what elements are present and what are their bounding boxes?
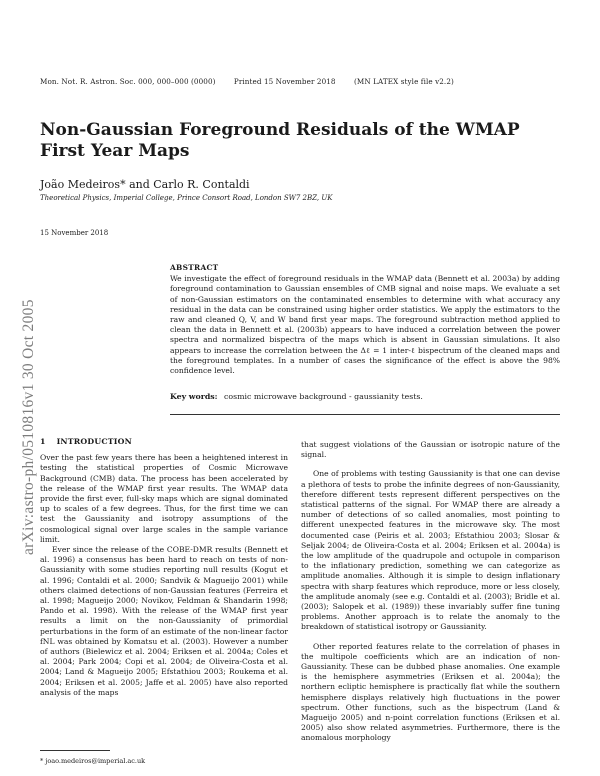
printed-date: Printed 15 November 2018 — [233, 77, 336, 86]
footnote-divider — [40, 750, 110, 751]
abstract-text: We investigate the effect of foreground residuals in the WMAP data (Bennett et al. 2003a) by adding foreground contamination to Gaussian ensembles of CMB signal and noise maps. We evaluate a set of non-Gaussian estimators on the contaminated ensembles to determine with what accuracy any residual in the data can be constrained using higher order statistics. We apply the estimators to the raw and cleaned Q, V, and W band first year maps. The foreground subtraction method applied to clean the data in Bennett et al. (2003b) appears to have induced a correlation between the power spectra and normalized bispectra of the maps which is absent in Gaussian simulations. It also appears to increase the correlation between the Δℓ = 1 inter-ℓ bispectrum of the cleaned maps and the foreground templates. In a number of cases the significance of the effect is above the 98% confidence level. — [170, 274, 560, 376]
keywords-text: cosmic microwave background - gaussianity tests. — [224, 392, 423, 401]
paper-authors: João Medeiros* and Carlo R. Contaldi — [40, 178, 250, 191]
section-number: 1 — [40, 437, 46, 446]
right-column — [301, 440, 560, 744]
style-file: (MN LATEX style file v2.2) — [353, 77, 454, 86]
arxiv-stamp — [4, 205, 37, 555]
journal-header — [40, 77, 470, 86]
left-column — [40, 437, 288, 698]
footnote: * joao.medeiros@imperial.ac.uk — [40, 757, 146, 765]
journal-citation: Mon. Not. R. Astron. Soc. 000, 000–000 (0000) — [40, 77, 216, 86]
keywords-label: Key words: — [170, 392, 218, 401]
paragraph: Over the past few years there has been a heightened interest in testing the statistical properties of Cosmic Microwave Background (CMB) data. The process has been accelerated by the release of the WMAP first year results. The WMAP data provide the first ever, full-sky maps which are signal dominated up to scales of a few degrees. Thus, for the first time we can test the Gaussianity and isotropy assumptions of the cosmological signal over large scales in the sample variance limit. — [40, 453, 288, 544]
paper-date: 15 November 2018 — [40, 229, 109, 237]
abstract-heading: ABSTRACT — [170, 263, 219, 272]
paper-title: Non-Gaussian Foreground Residuals of the WMAP First Year Maps — [40, 120, 520, 161]
paragraph: Ever since the release of the COBE-DMR results (Bennett et al. 1996) a consensus has been hard to reach on tests of non-Gaussianity with some studies reporting null results (Kogut et al. 1996; Contaldi et al. 2000; Sandvik & Magueijo 2001) while others claimed detections of non-Gaussian features (Ferreira et al. 1998; Magueijo 2000; Novikov, Feldman & Shandarin 1998; Pando et al. 1998). With the release of the WMAP first year results a limit on the non-Gaussianity of primordial perturbations in the form of an estimate of the non-linear factor fNL was obtained by Komatsu et al. (2003). However a number of authors (Bielewicz et al. 2004; Eriksen et al. 2004a; Coles et al. 2004; Park 2004; Copi et al. 2004; de Oliveira-Costa et al. 2004; Land & Magueijo 2005; Efstathiou 2003; Roukema et al. 2004; Eriksen et al. 2005; Jaffe et al. 2005) have also reported analysis of the maps — [40, 545, 288, 697]
section-heading — [40, 437, 288, 447]
paragraph: that suggest violations of the Gaussian or isotropic nature of the signal. — [301, 440, 560, 460]
keywords — [170, 392, 560, 401]
author-affiliation: Theoretical Physics, Imperial College, Prince Consort Road, London SW7 2BZ, UK — [40, 194, 333, 202]
section-title: INTRODUCTION — [56, 437, 132, 446]
abstract-divider — [170, 414, 560, 415]
arxiv-stamp-text: arXiv:astro-ph/0510816v1 30 Oct 2005 — [20, 299, 37, 555]
paragraph: Other reported features relate to the correlation of phases in the multipole coefficients which are an indication of non-Gaussianity. These can be dubbed phase anomalies. One example is the hemisphere asymmetries (Eriksen et al. 2004a); the northern ecliptic hemisphere is practically flat while the southern hemisphere displays relatively high fluctuations in the power spectrum. Other functions, such as the bispectrum (Land & Magueijo 2005) and n-point correlation functions (Eriksen et al. 2005) also show related asymmetries. Furthermore, there is the anomalous morphology — [301, 641, 560, 743]
paragraph: One of problems with testing Gaussianity is that one can devise a plethora of tests to probe the infinite degrees of non-Gaussianity, therefore different tests represent different perspectives on the statistical patterns of the signal. For WMAP there are already a number of detections of so called anomalies, most pointing to different unexpected features in the microwave sky. The most documented case (Peiris et al. 2003; Efstathiou 2003; Slosar & Seljak 2004; de Oliveira-Costa et al. 2004; Eriksen et al. 2004a) is the low amplitude of the quadrupole and octupole in comparison to the inflationary prediction, something we can categorize as amplitude anomalies. Although it is simple to design inflationary spectra with sharp features which reproduce, more or less closely, the amplitude anomaly (see e.g. Contaldi et al. (2003); Bridle et al. (2003); Salopek et al. (1989)) these invariably suffer fine tuning problems. Another approach is to relate the anomaly to the breakdown of statistical isotropy or Gaussianity. — [301, 469, 560, 632]
abstract — [170, 263, 560, 376]
